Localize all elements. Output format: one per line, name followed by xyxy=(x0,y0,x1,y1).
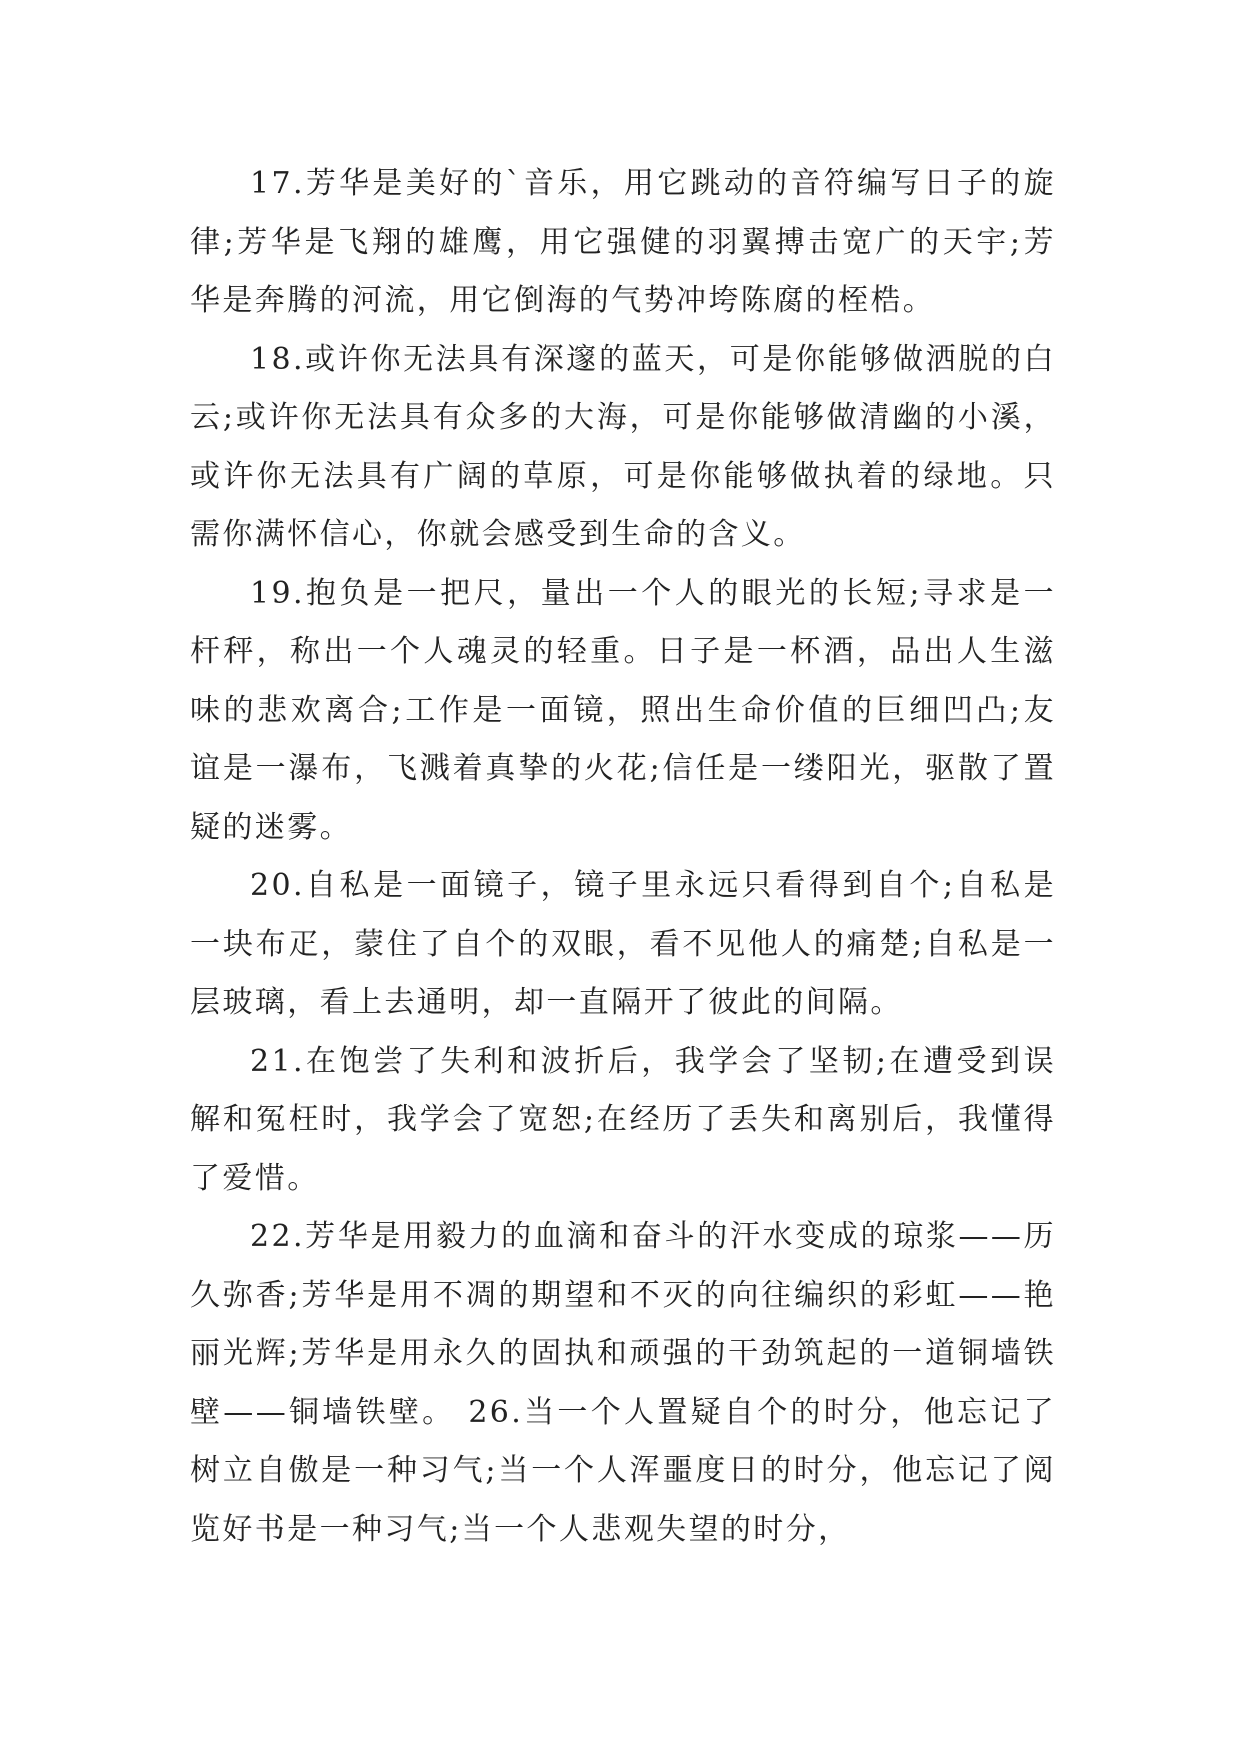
paragraph-20: 20.自私是一面镜子，镜子里永远只看得到自个;自私是一块布疋，蒙住了自个的双眼，看不见他人的痛楚;自私是一层玻璃，看上去通明，却一直隔开了彼此的间隔。 xyxy=(190,868,1056,1020)
paragraph-19: 19.抱负是一把尺，量出一个人的眼光的长短;寻求是一杆秤，称出一个人魂灵的轻重。日子是一杯酒，品出人生滋味的悲欢离合;工作是一面镜，照出生命价值的巨细凹凸;友谊是一瀑布，飞溅着真挚的火花;信任是一缕阳光，驱散了置疑的迷雾。 xyxy=(190,575,1056,845)
paragraph-22: 22.芳华是用毅力的血滴和奋斗的汗水变成的琼浆——历久弥香;芳华是用不凋的期望和不灭的向往编织的彩虹——艳丽光辉;芳华是用永久的固执和顽强的干劲筑起的一道铜墙铁壁——铜墙铁壁。 26.当一个人置疑自个的时分，他忘记了树立自傲是一种习气;当一个人浑噩度日的时分，他忘记了阅览好书是一种习气;当一个人悲观失望的时分， xyxy=(190,1219,1056,1547)
document-body xyxy=(190,155,1056,1559)
paragraph-18: 18.或许你无法具有深邃的蓝天，可是你能够做洒脱的白云;或许你无法具有众多的大海，可是你能够做清幽的小溪，或许你无法具有广阔的草原，可是你能够做执着的绿地。只需你满怀信心，你就会感受到生命的含义。 xyxy=(190,341,1056,552)
paragraph-21: 21.在饱尝了失利和波折后，我学会了坚韧;在遭受到误解和冤枉时，我学会了宽恕;在经历了丢失和离别后，我懂得了爱惜。 xyxy=(190,1043,1056,1196)
paragraph-17: 17.芳华是美好的`音乐，用它跳动的音符编写日子的旋律;芳华是飞翔的雄鹰，用它强健的羽翼搏击宽广的天宇;芳华是奔腾的河流，用它倒海的气势冲垮陈腐的桎梏。 xyxy=(190,166,1056,318)
